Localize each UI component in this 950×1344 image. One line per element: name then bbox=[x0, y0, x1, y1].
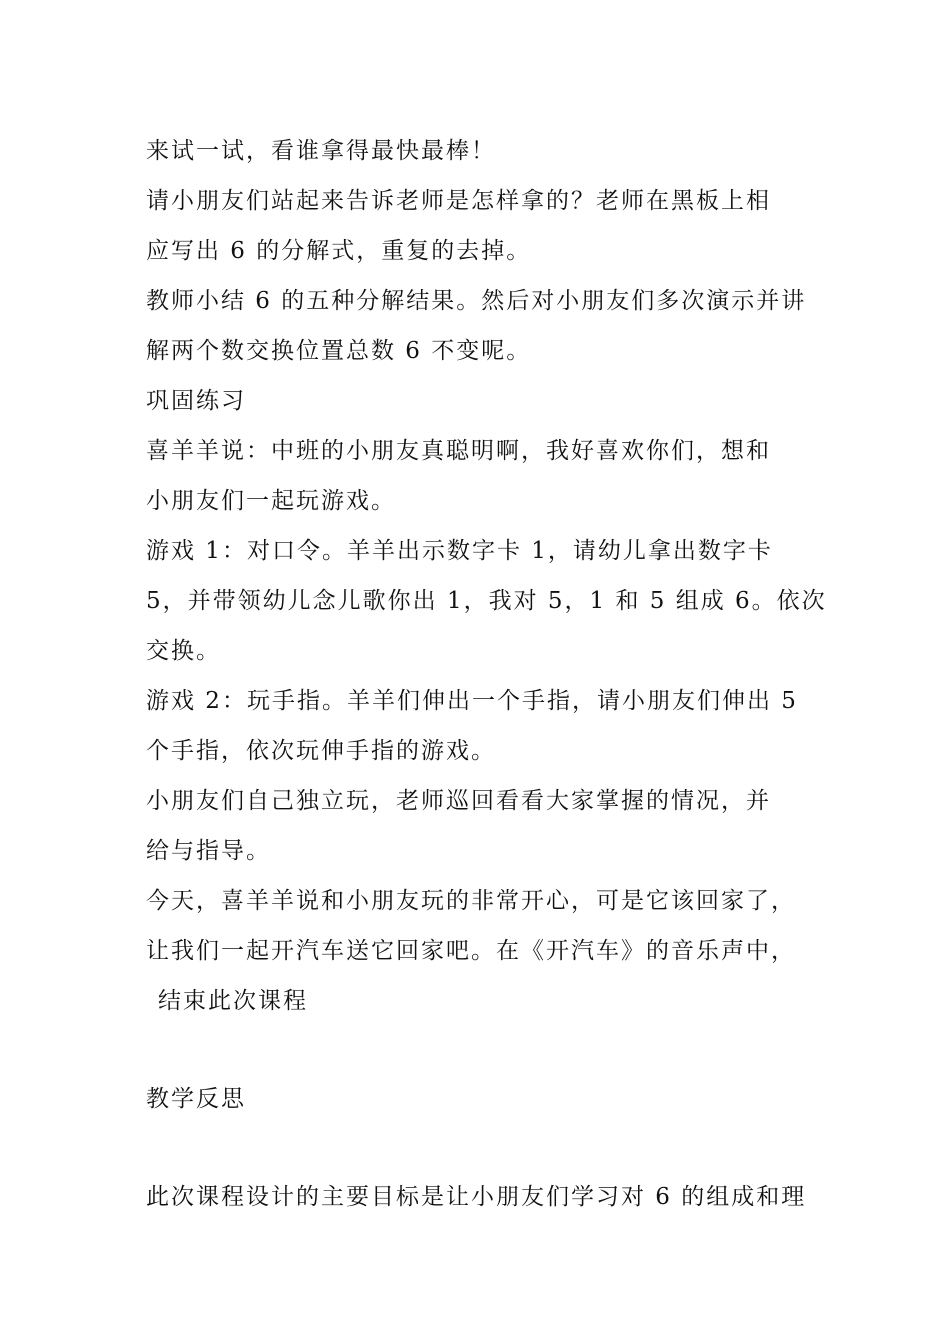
text-line: 今天，喜羊羊说和小朋友玩的非常开心，可是它该回家了， bbox=[146, 888, 796, 914]
text-line: 游戏 2：玩手指。羊羊们伸出一个手指，请小朋友们伸出 5 bbox=[146, 688, 798, 714]
text-line: 游戏 1：对口令。羊羊出示数字卡 1，请幼儿拿出数字卡 bbox=[146, 538, 773, 564]
section-heading: 教学反思 bbox=[146, 1086, 246, 1112]
text-line: 给与指导。 bbox=[146, 838, 271, 864]
text-line: 教师小结 6 的五种分解结果。然后对小朋友们多次演示并讲 bbox=[146, 288, 807, 314]
text-line: 小朋友们自己独立玩，老师巡回看看大家掌握的情况，并 bbox=[146, 788, 771, 814]
text-line: 小朋友们一起玩游戏。 bbox=[146, 488, 396, 514]
section-heading: 巩固练习 bbox=[146, 388, 246, 414]
text-line: 应写出 6 的分解式，重复的去掉。 bbox=[146, 238, 532, 264]
text-line: 喜羊羊说：中班的小朋友真聪明啊，我好喜欢你们，想和 bbox=[146, 438, 771, 464]
text-line: 请小朋友们站起来告诉老师是怎样拿的？老师在黑板上相 bbox=[146, 188, 771, 214]
text-line: 来试一试，看谁拿得最快最棒！ bbox=[146, 138, 496, 164]
text-line: 让我们一起开汽车送它回家吧。在《开汽车》的音乐声中， bbox=[146, 938, 796, 964]
text-line: 结束此次课程 bbox=[158, 988, 308, 1014]
text-line: 5，并带领幼儿念儿歌你出 1，我对 5，1 和 5 组成 6。依次 bbox=[146, 588, 827, 614]
text-line: 个手指，依次玩伸手指的游戏。 bbox=[146, 738, 496, 764]
text-line: 此次课程设计的主要目标是让小朋友们学习对 6 的组成和理 bbox=[146, 1184, 807, 1210]
text-line: 交换。 bbox=[146, 638, 221, 664]
text-line: 解两个数交换位置总数 6 不变呢。 bbox=[146, 338, 532, 364]
